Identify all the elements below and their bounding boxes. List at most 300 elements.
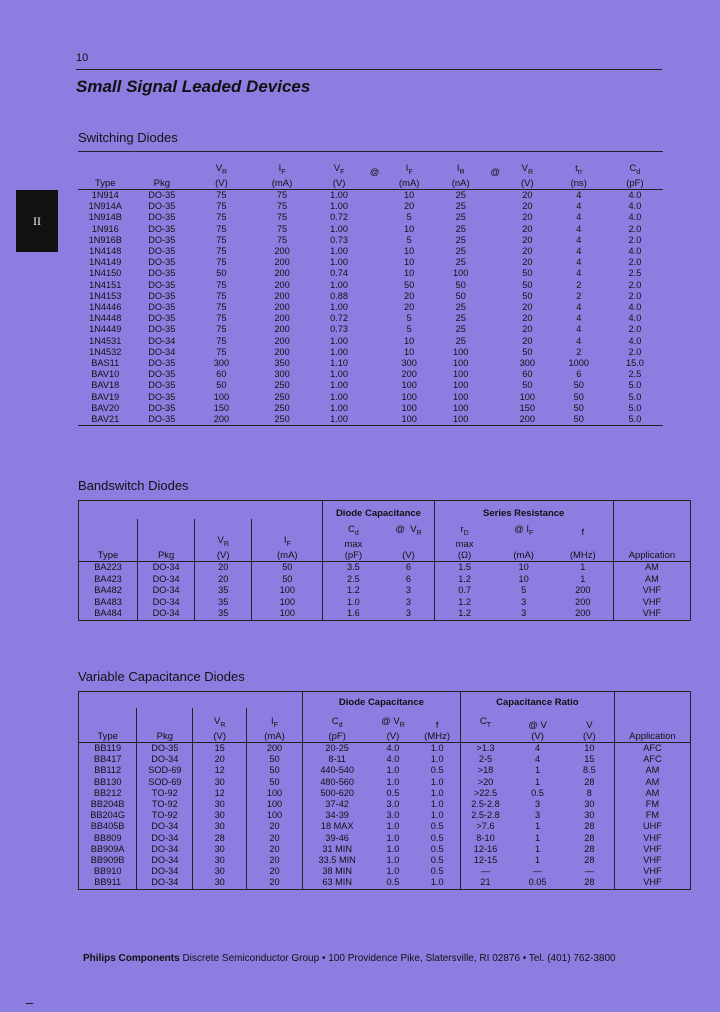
table-cell: FM <box>614 799 690 810</box>
table-row <box>78 313 663 324</box>
table-cell: 100 <box>453 380 469 391</box>
bandswitch-rows <box>79 562 691 621</box>
table-cell: 3.5 <box>323 562 384 574</box>
table-cell: 20 <box>247 855 303 866</box>
table-cell: BB910 <box>93 866 122 877</box>
table-cell: 1 <box>534 821 541 832</box>
table-cell: 2.0 <box>628 223 642 234</box>
table-cell: 50 <box>216 380 227 391</box>
table-cell: 5.0 <box>628 391 642 402</box>
table-cell: 39-46 <box>302 833 371 844</box>
table-cell: 20 <box>522 246 533 257</box>
table-row <box>79 597 691 609</box>
table-cell: 25 <box>455 335 466 346</box>
table-cell: DO-34 <box>148 335 176 346</box>
table-cell: >22.5 <box>460 788 510 799</box>
table-cell: 0.7 <box>434 585 495 597</box>
table-cell: DO-35 <box>148 324 176 335</box>
table-cell: 25 <box>455 313 466 324</box>
table-cell: 1.00 <box>330 380 349 391</box>
table-cell: DO-34 <box>138 608 195 620</box>
table-cell: DO-34 <box>137 855 193 866</box>
table-cell: 1N916B <box>88 234 122 245</box>
table-cell: 100 <box>401 414 417 425</box>
table-cell: 20 <box>195 562 252 574</box>
table-cell: 3 <box>521 596 527 607</box>
table-cell: 4.0 <box>628 190 642 200</box>
table-cell: 1N4532 <box>89 346 122 357</box>
table-cell: 12 <box>193 788 247 799</box>
table-cell: 18 MAX <box>302 821 371 832</box>
table-cell: 5.0 <box>628 402 642 413</box>
switching-header-row <box>78 152 663 190</box>
table-cell: 25 <box>455 234 466 245</box>
variable-rows <box>79 743 691 890</box>
table-cell: 1.0 <box>430 787 444 798</box>
table-cell: 1.00 <box>330 414 349 425</box>
table-cell: 200 <box>213 414 230 425</box>
table-cell: VHF <box>613 608 690 620</box>
table-cell: 5 <box>406 234 412 245</box>
table-cell: 28 <box>584 821 595 832</box>
table-cell: 33.5 MIN <box>302 855 371 866</box>
table-cell: 1N4448 <box>89 313 122 324</box>
table-cell: 2 <box>576 346 582 357</box>
table-cell: 480-560 <box>302 777 371 788</box>
table-cell: AM <box>613 562 690 574</box>
table-cell: 100 <box>453 391 469 402</box>
table-row <box>78 190 663 202</box>
table-cell: 12 <box>193 765 247 776</box>
table-cell: TO-92 <box>137 788 193 799</box>
switching-rows <box>78 190 663 426</box>
table-cell: 1N914A <box>88 201 122 212</box>
col-application: Application <box>614 708 690 743</box>
table-cell: >1.3 <box>460 743 510 755</box>
table-cell: 0.5 <box>386 877 400 888</box>
table-cell: 75 <box>216 302 227 313</box>
table-cell: 10 <box>518 562 529 573</box>
table-cell: 1.5 <box>434 562 495 574</box>
table-cell: 8.5 <box>582 765 596 776</box>
table-cell: BB417 <box>93 754 122 765</box>
table-cell: DO-35 <box>148 391 176 402</box>
spacer-cell <box>486 403 504 414</box>
table-cell: TO-92 <box>137 799 193 810</box>
table-cell: 2 <box>576 279 582 290</box>
table-cell: 6 <box>405 562 412 573</box>
table-cell: 4 <box>576 302 582 313</box>
table-cell: 50 <box>216 268 227 279</box>
table-cell: DO-34 <box>138 562 195 574</box>
table-cell: 50 <box>573 402 584 413</box>
table-cell: 20-25 <box>302 743 371 755</box>
spacer-cell <box>486 414 504 426</box>
table-row <box>79 877 691 889</box>
table-cell: DO-34 <box>137 877 193 889</box>
table-cell: 200 <box>274 268 290 279</box>
col-f: f (MHz) <box>414 708 460 743</box>
col-type: Type <box>79 519 138 562</box>
table-cell: BAV20 <box>91 402 120 413</box>
table-cell: 20 <box>522 201 533 212</box>
spacer-cell <box>486 201 504 212</box>
table-cell: 1 <box>534 765 541 776</box>
table-cell: 30 <box>193 777 247 788</box>
table-cell: 50 <box>573 414 584 425</box>
table-cell: 3 <box>405 608 412 619</box>
table-cell: 1.2 <box>434 608 495 620</box>
table-cell: 2-5 <box>460 754 510 765</box>
table-cell: 1N4151 <box>89 279 122 290</box>
spacer-cell <box>486 313 504 324</box>
table-cell: 75 <box>216 234 227 245</box>
col-type: Type <box>79 708 137 743</box>
table-cell: 2.0 <box>628 346 642 357</box>
table-cell: 2.5 <box>323 574 384 586</box>
table-cell: 250 <box>274 391 290 402</box>
table-row <box>79 754 691 765</box>
spacer-cell <box>486 347 504 358</box>
col-pkg: Pkg <box>137 708 193 743</box>
table-cell: 1N916 <box>91 223 119 234</box>
table-cell: 1 <box>534 832 541 843</box>
table-cell: 0.5 <box>430 866 444 877</box>
col-if2: @ $I_F$ (mA) <box>495 519 553 562</box>
table-cell: 0.5 <box>386 787 400 798</box>
table-cell: 15 <box>584 754 595 765</box>
table-cell: 30 <box>193 866 247 877</box>
table-cell: 3.0 <box>386 810 400 821</box>
table-cell: 4 <box>576 201 582 212</box>
table-cell: 12-15 <box>460 855 510 866</box>
table-cell: 1 <box>534 843 541 854</box>
table-cell: DO-34 <box>138 585 195 597</box>
table-cell: 25 <box>455 201 466 212</box>
table-cell: 6 <box>405 573 412 584</box>
table-cell: 2 <box>576 290 582 301</box>
group-capacitance-ratio: Capacitance Ratio <box>460 692 614 709</box>
table-cell: DO-34 <box>137 821 193 832</box>
table-row <box>79 574 691 586</box>
col-pkg: Pkg <box>132 152 191 190</box>
table-cell: 4 <box>576 257 582 268</box>
table-row <box>78 302 663 313</box>
table-cell: DO-34 <box>148 346 176 357</box>
table-cell: VHF <box>614 855 690 866</box>
table-cell: 100 <box>453 414 469 425</box>
table-cell: >20 <box>460 777 510 788</box>
table-cell: 25 <box>455 190 466 200</box>
table-cell: 0.5 <box>430 832 444 843</box>
table-cell: BB809 <box>93 832 122 843</box>
table-cell: 1.2 <box>434 597 495 609</box>
table-cell: 20 <box>522 223 533 234</box>
table-cell: DO-35 <box>148 290 176 301</box>
table-cell: DO-34 <box>137 844 193 855</box>
col-application: Application <box>613 519 690 562</box>
table-row <box>79 833 691 844</box>
table-cell: 10 <box>404 257 415 268</box>
table-cell: AFC <box>614 754 690 765</box>
table-cell: DO-35 <box>148 402 176 413</box>
table-cell: — <box>584 866 594 877</box>
table-cell: 0.74 <box>330 268 349 279</box>
spacer-cell <box>366 235 384 246</box>
bandswitch-table <box>78 500 691 621</box>
table-cell: 2.5 <box>628 268 642 279</box>
table-cell: AM <box>614 765 690 776</box>
spacer-cell <box>366 392 384 403</box>
table-cell: 5 <box>406 212 412 223</box>
table-row <box>79 788 691 799</box>
table-cell: 4.0 <box>386 754 400 765</box>
table-cell: 28 <box>584 877 595 888</box>
table-cell: 75 <box>216 246 227 257</box>
col-pkg: Pkg <box>138 519 195 562</box>
table-cell: 0.5 <box>430 855 444 866</box>
table-cell: — <box>460 866 510 877</box>
table-cell: 4 <box>534 743 541 753</box>
table-cell: 2.0 <box>628 257 642 268</box>
table-cell: 0.73 <box>330 234 349 245</box>
table-cell: 200 <box>274 290 290 301</box>
table-cell: 15 <box>193 743 247 755</box>
table-cell: 25 <box>455 246 466 257</box>
table-cell: 5.0 <box>628 380 642 391</box>
table-cell: 250 <box>274 414 290 425</box>
table-cell: DO-35 <box>148 369 176 380</box>
table-cell: 1 <box>580 573 586 584</box>
spacer-cell <box>486 358 504 369</box>
table-cell: DO-35 <box>137 743 193 755</box>
table-cell: 200 <box>519 414 536 425</box>
header-rule <box>76 69 662 70</box>
spacer-cell <box>366 246 384 257</box>
table-cell: 1.0 <box>386 843 400 854</box>
table-cell: 0.72 <box>330 313 349 324</box>
table-cell: 5.0 <box>628 414 642 425</box>
spacer-cell <box>366 212 384 223</box>
table-cell: BB909B <box>90 855 125 866</box>
table-row <box>78 369 663 380</box>
table-cell: 10 <box>404 335 415 346</box>
table-cell: 440-540 <box>302 765 371 776</box>
table-cell: 100 <box>453 346 469 357</box>
table-cell: 20 <box>404 302 415 313</box>
table-cell: 50 <box>522 346 533 357</box>
table-cell: 1.00 <box>330 201 349 212</box>
table-cell: 28 <box>584 855 595 866</box>
table-cell: 1.6 <box>323 608 384 620</box>
table-cell: 200 <box>575 608 591 619</box>
table-cell: SOD-69 <box>137 765 193 776</box>
table-cell: 1.0 <box>386 776 400 787</box>
table-cell: 30 <box>193 844 247 855</box>
col-f: f (MHz) <box>553 519 614 562</box>
table-cell: 3.0 <box>386 799 400 810</box>
table-cell: 500-620 <box>302 788 371 799</box>
table-cell: 21 <box>460 877 510 889</box>
table-row <box>78 347 663 358</box>
table-cell: 0.5 <box>430 843 444 854</box>
table-cell: 75 <box>216 279 227 290</box>
table-cell: 0.88 <box>330 290 349 301</box>
table-row <box>79 844 691 855</box>
table-cell: 34-39 <box>302 810 371 821</box>
spacer-cell <box>366 414 384 426</box>
table-cell: 4 <box>576 190 582 200</box>
table-cell: 8-10 <box>460 833 510 844</box>
table-cell: 100 <box>247 788 303 799</box>
col-vr: $V_R$ (V) <box>195 519 252 562</box>
table-cell: 1.0 <box>430 743 444 753</box>
table-cell: 50 <box>455 279 466 290</box>
table-cell: 2.5 <box>628 369 642 380</box>
table-cell: AM <box>613 574 690 586</box>
col-rd: $r_D$ max (Ω) <box>434 519 495 562</box>
table-row <box>79 777 691 788</box>
table-row <box>78 291 663 302</box>
table-cell: 1000 <box>568 358 589 369</box>
table-cell: BA482 <box>94 585 122 596</box>
table-cell: 200 <box>274 302 290 313</box>
table-cell: 100 <box>453 268 469 279</box>
table-cell: DO-35 <box>148 234 176 245</box>
table-cell: 300 <box>213 358 230 369</box>
table-cell: DO-35 <box>148 414 176 425</box>
table-cell: 75 <box>216 201 227 212</box>
table-cell: 4 <box>534 754 541 765</box>
spacer-cell <box>366 336 384 347</box>
table-cell: BB119 <box>94 743 122 753</box>
table-cell: 30 <box>193 799 247 810</box>
spacer-cell <box>486 302 504 313</box>
table-cell: 0.5 <box>430 821 444 832</box>
table-cell: BA484 <box>94 608 122 619</box>
table-cell: 25 <box>455 302 466 313</box>
table-row <box>78 280 663 291</box>
table-cell: 5 <box>406 313 412 324</box>
table-cell: 28 <box>584 843 595 854</box>
table-cell: 10 <box>404 223 415 234</box>
table-cell: 20 <box>522 257 533 268</box>
table-cell: 8-11 <box>302 754 371 765</box>
table-cell: BAV10 <box>91 369 120 380</box>
table-cell: VHF <box>614 877 690 889</box>
table-cell: SOD-69 <box>137 777 193 788</box>
table-cell: 30 <box>584 799 595 810</box>
table-cell: 100 <box>453 369 469 380</box>
table-cell: 250 <box>274 380 290 391</box>
table-cell: VHF <box>614 833 690 844</box>
table-cell: 5 <box>406 324 412 335</box>
table-cell: 0.5 <box>430 765 444 776</box>
table-row <box>78 392 663 403</box>
table-cell: 60 <box>216 369 227 380</box>
table-cell: 4 <box>576 234 582 245</box>
spacer-cell <box>366 224 384 235</box>
table-cell: 30 <box>193 821 247 832</box>
table-cell: 20 <box>247 844 303 855</box>
table-cell: DO-34 <box>137 754 193 765</box>
spacer-cell <box>366 201 384 212</box>
table-cell: 12-16 <box>460 844 510 855</box>
spacer-cell <box>366 313 384 324</box>
switching-heading: Switching Diodes <box>78 130 178 145</box>
table-cell: 1N4149 <box>89 257 122 268</box>
table-cell: 1.0 <box>386 855 400 866</box>
spacer-cell <box>366 347 384 358</box>
col-cd: $C_d$ (pF) <box>607 152 663 190</box>
table-cell: 0.72 <box>330 212 349 223</box>
table-row <box>78 246 663 257</box>
table-cell: 20 <box>404 290 415 301</box>
table-cell: 1N4153 <box>89 290 122 301</box>
spacer-cell <box>366 369 384 380</box>
table-cell: FM <box>614 810 690 821</box>
table-cell: 10 <box>404 246 415 257</box>
table-cell: 20 <box>522 234 533 245</box>
table-cell: DO-35 <box>148 246 176 257</box>
spacer-cell <box>366 358 384 369</box>
table-cell: DO-34 <box>138 597 195 609</box>
spacer-cell <box>366 324 384 335</box>
table-row <box>79 810 691 821</box>
table-cell: BB911 <box>94 877 122 888</box>
table-row <box>78 358 663 369</box>
table-cell: 3 <box>521 608 527 619</box>
table-row <box>79 855 691 866</box>
table-cell: 1N914 <box>91 190 119 200</box>
table-cell: >18 <box>460 765 510 776</box>
table-row <box>78 224 663 235</box>
table-cell: 1.2 <box>323 585 384 597</box>
table-cell: UHF <box>614 821 690 832</box>
table-cell: 100 <box>252 597 323 609</box>
table-cell: BB405B <box>90 821 125 832</box>
table-cell: 75 <box>216 190 227 200</box>
table-row <box>78 235 663 246</box>
col-vr2: @ $V_R$ (V) <box>383 519 434 562</box>
table-cell: 300 <box>274 369 290 380</box>
table-cell: DO-35 <box>148 201 176 212</box>
table-cell: 20 <box>522 313 533 324</box>
table-cell: 30 <box>193 810 247 821</box>
table-cell: 25 <box>455 257 466 268</box>
page-number: 10 <box>76 52 89 64</box>
table-row <box>78 403 663 414</box>
table-cell: 100 <box>453 358 469 369</box>
table-cell: 20 <box>195 574 252 586</box>
group-diode-capacitance: Diode Capacitance <box>302 692 460 709</box>
spacer-cell <box>486 291 504 302</box>
table-cell: 50 <box>573 391 584 402</box>
table-cell: 1.0 <box>386 765 400 776</box>
table-cell: 35 <box>195 585 252 597</box>
table-cell: 200 <box>274 346 290 357</box>
table-cell: 100 <box>247 810 303 821</box>
table-cell: 100 <box>247 799 303 810</box>
table-cell: 1 <box>580 562 586 573</box>
table-row <box>79 585 691 597</box>
table-row <box>78 414 663 426</box>
table-cell: 25 <box>455 212 466 223</box>
table-cell: — <box>532 866 543 877</box>
table-cell: 1.00 <box>330 223 349 234</box>
table-cell: 1.0 <box>430 810 444 821</box>
table-row <box>79 608 691 620</box>
